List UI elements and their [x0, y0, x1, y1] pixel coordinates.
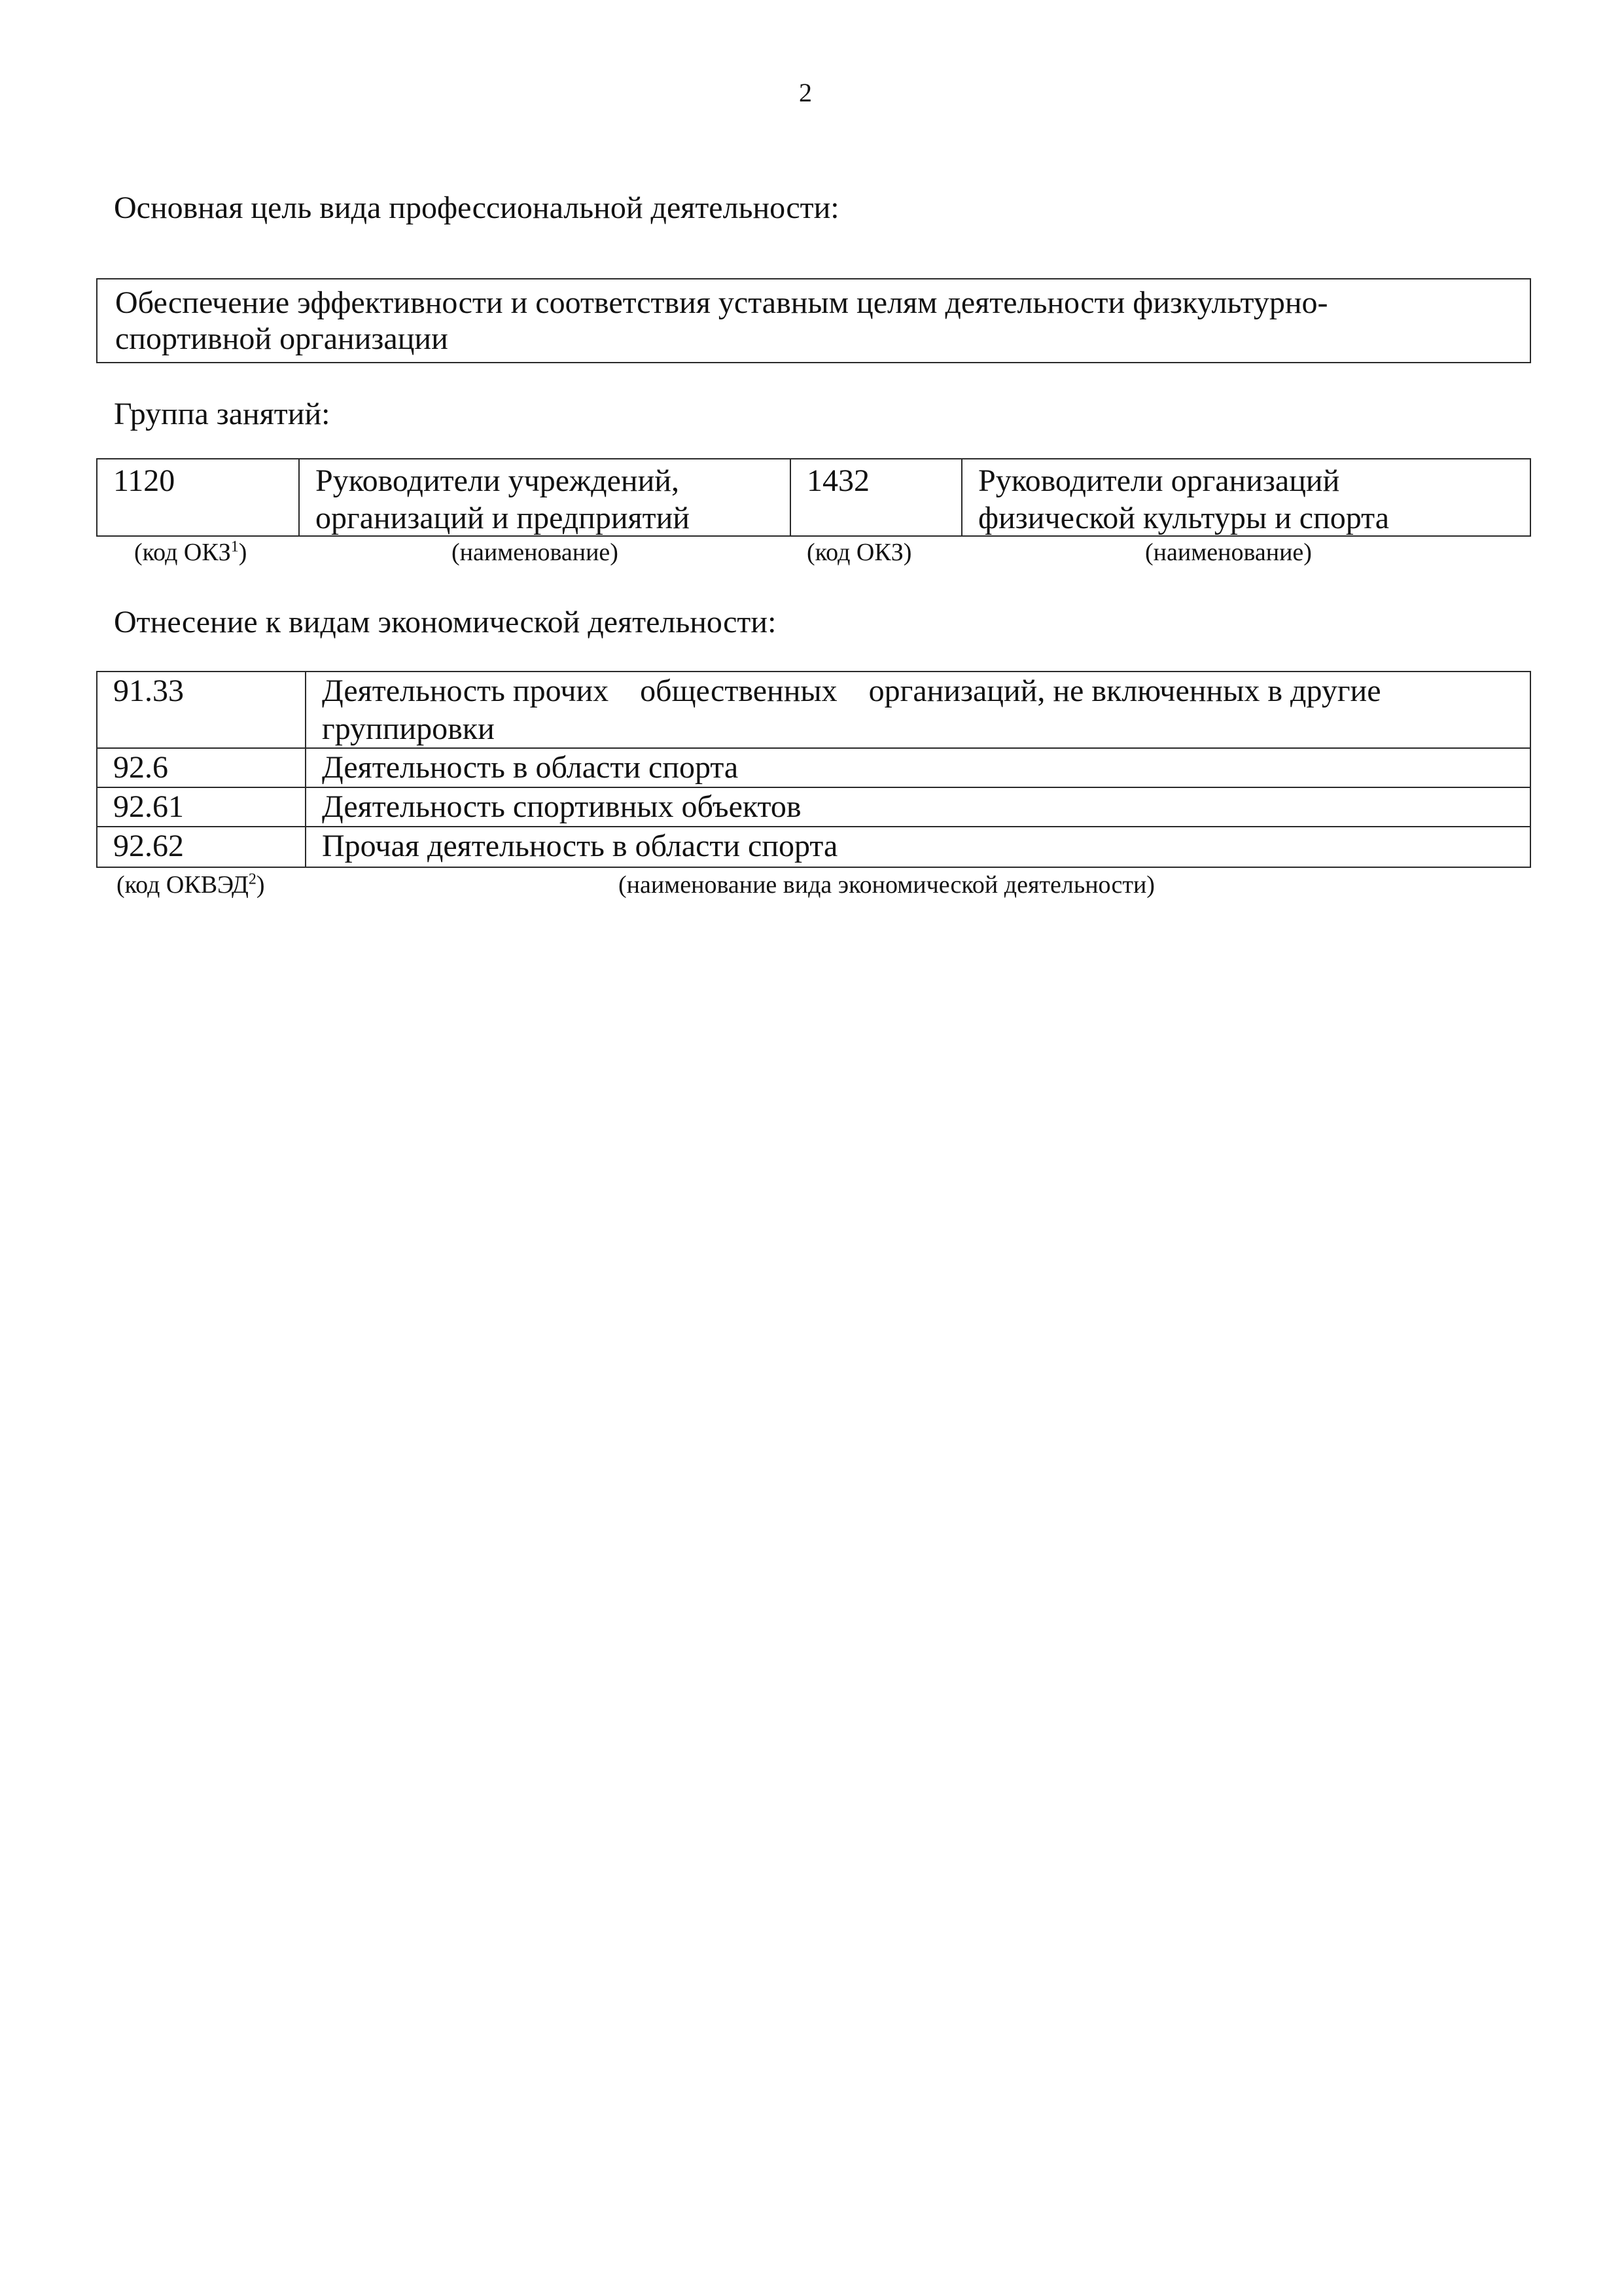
okz-code: 1432	[807, 463, 870, 498]
okved-code-text: 91.33	[113, 673, 184, 708]
caption-okved-code-footnote	[116, 870, 265, 899]
table-row	[97, 788, 1530, 827]
goal-box	[96, 278, 1531, 363]
caption-okz-name-2: (наименование)	[1145, 539, 1312, 566]
page-number: 2	[799, 78, 812, 107]
okz-name-line-1: Руководители учреждений,	[315, 463, 679, 498]
okved-code	[97, 827, 306, 867]
occupation-group-table	[96, 458, 1531, 537]
caption-okz-code-text: (код ОКЗ	[134, 539, 231, 566]
okved-name	[306, 827, 1530, 867]
economic-activity-heading: Отнесение к видам экономической деятельности:	[114, 605, 777, 639]
goal-text-line-2: спортивной организации	[115, 321, 448, 356]
caption-okved-name: (наименование вида экономической деятельности)	[618, 871, 1155, 899]
okz-name-cell-1	[300, 459, 791, 535]
okved-name-line-1: Прочая деятельность в области спорта	[322, 829, 838, 863]
okved-code-text: 92.6	[113, 750, 168, 785]
okz-code: 1120	[113, 463, 175, 498]
okz-name-line-1: Руководители организаций	[978, 463, 1340, 498]
table-row	[97, 827, 1530, 867]
okved-name	[306, 749, 1530, 787]
caption-okz-name-1: (наименование)	[451, 539, 618, 566]
caption-close-paren: )	[256, 871, 265, 899]
okz-name-line-2: физической культуры и спорта	[978, 501, 1390, 535]
caption-okz-code-footnote	[134, 538, 247, 567]
okved-code-text: 92.62	[113, 829, 184, 863]
okz-code-cell-2	[791, 459, 962, 535]
caption-okved-code-text: (код ОКВЭД	[116, 871, 249, 899]
footnote-mark-2: 2	[248, 870, 256, 888]
table-row	[97, 749, 1530, 788]
okz-code-cell-1	[97, 459, 300, 535]
goal-heading: Основная цель вида профессиональной деятельности:	[114, 190, 839, 225]
okved-name-line-2: группировки	[322, 711, 495, 746]
footnote-mark-1: 1	[230, 538, 239, 556]
okved-code-text: 92.61	[113, 789, 184, 824]
okved-code	[97, 749, 306, 787]
caption-okz-code-2: (код ОКЗ)	[807, 539, 912, 566]
okved-code	[97, 672, 306, 747]
occupation-group-heading: Группа занятий:	[114, 397, 330, 431]
okved-code	[97, 788, 306, 826]
economic-activity-table	[96, 671, 1531, 868]
table-row	[97, 672, 1530, 749]
okz-name-cell-2	[962, 459, 1531, 535]
caption-close-paren: )	[238, 539, 247, 566]
okved-name	[306, 672, 1530, 747]
okved-name-line-1: Деятельность прочих общественных организаций, не включенных в другие	[322, 673, 1381, 708]
okz-name-line-2: организаций и предприятий	[315, 501, 690, 535]
okved-name-line-1: Деятельность в области спорта	[322, 750, 739, 785]
okved-name	[306, 788, 1530, 826]
goal-text-line-1: Обеспечение эффективности и соответствия уставным целям деятельности физкультурно-	[115, 285, 1328, 320]
okved-name-line-1: Деятельность спортивных объектов	[322, 789, 802, 824]
